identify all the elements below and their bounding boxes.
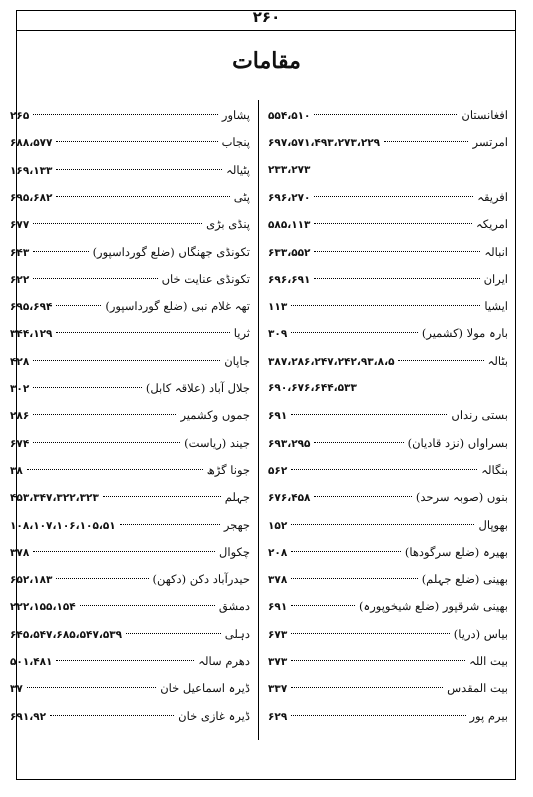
index-entry <box>10 705 250 727</box>
index-entry <box>10 186 250 208</box>
column-divider <box>258 100 259 740</box>
place-name: بیت اللہ <box>469 654 508 668</box>
index-entry <box>268 459 508 481</box>
dot-leader <box>33 387 142 388</box>
place-name: بیاس (دریا) <box>453 626 508 641</box>
page-references: ۶۹۱ <box>268 601 288 614</box>
index-entry <box>268 241 508 263</box>
page-references: ۳۷۸ <box>268 574 288 587</box>
dot-leader <box>314 114 457 115</box>
dot-leader <box>291 633 450 634</box>
place-name: پنجاب <box>221 135 250 150</box>
page-references: ۲۲۲،۱۵۵،۱۵۴ <box>10 601 76 614</box>
dot-leader <box>56 169 222 170</box>
index-entry <box>10 131 250 153</box>
page-references: ۶۷۷ <box>10 219 30 232</box>
place-name: بھیرہ (ضلع سرگودھا) <box>404 544 508 559</box>
index-entry <box>268 404 508 426</box>
dot-leader <box>33 223 202 224</box>
dot-leader <box>80 605 215 606</box>
index-entry <box>10 541 250 563</box>
dot-leader <box>33 360 220 361</box>
index-entry <box>268 295 508 317</box>
place-name: حیدرآباد دکن (دکھن) <box>152 572 250 587</box>
index-entry <box>10 459 250 481</box>
page-references: ۶۴۵،۵۴۷،۶۸۵،۵۴۷،۵۳۹ <box>10 628 123 641</box>
index-entry <box>268 377 508 399</box>
index-column-left <box>10 104 250 734</box>
page-references: ۶۹۵،۶۸۲ <box>10 191 53 204</box>
dot-leader <box>33 278 157 279</box>
page-references: ۲۳۳،۲۷۳ <box>268 163 311 176</box>
place-name: افریقہ <box>477 189 508 204</box>
page-references: ۶۹۳،۲۹۵ <box>268 437 311 450</box>
page-references: ۶۹۶،۲۷۰ <box>268 191 311 204</box>
index-entry <box>268 432 508 454</box>
dot-leader <box>291 414 447 415</box>
dot-leader <box>291 715 465 716</box>
index-entry <box>268 322 508 344</box>
index-entry <box>10 514 250 536</box>
index-entry <box>10 404 250 426</box>
index-entry <box>10 159 250 181</box>
page-references: ۶۸۸،۵۷۷ <box>10 137 53 150</box>
place-name: پٹی <box>233 189 250 204</box>
dot-leader <box>291 687 443 688</box>
dot-leader <box>291 305 480 306</box>
place-name: جاپان <box>224 353 250 368</box>
place-name: بیرم پور <box>469 708 508 723</box>
index-entry <box>268 486 508 508</box>
page-number: ۲۶۰ <box>252 8 281 26</box>
page-references: ۲۸۶ <box>10 410 30 423</box>
index-entry <box>10 623 250 645</box>
dot-leader <box>291 524 474 525</box>
index-entry <box>10 568 250 590</box>
index-entry <box>268 213 508 235</box>
page-references: ۳۷۸ <box>10 546 30 559</box>
page-references: ۲۰۸ <box>268 546 288 559</box>
page-references: ۳۰۲ <box>10 383 30 395</box>
dot-leader <box>103 496 221 497</box>
place-name: بیت المقدس <box>447 681 508 696</box>
dot-leader <box>314 223 472 224</box>
dot-leader <box>291 332 418 333</box>
index-column-right <box>268 104 508 734</box>
index-entry <box>268 159 508 181</box>
dot-leader <box>27 469 203 470</box>
index-entry <box>10 268 250 290</box>
place-name: جموں وکشمیر <box>180 408 250 423</box>
page-references: ۶۹۷،۵۷۱،۴۹۳،۲۷۳،۲۲۹ <box>268 137 381 150</box>
index-entry <box>10 104 250 126</box>
dot-leader <box>56 196 229 197</box>
index-entry <box>10 677 250 699</box>
place-name: جہلم <box>224 490 250 505</box>
dot-leader <box>314 442 403 443</box>
place-name: بھینی (ضلع جہلم) <box>421 572 508 587</box>
section-heading: مقامات <box>232 48 301 74</box>
page-references: ۳۸ <box>10 464 23 477</box>
place-name: ڈیرہ اسماعیل خان <box>160 681 250 696</box>
page-references: ۶۳۳،۵۵۲ <box>268 246 311 259</box>
index-entry <box>268 595 508 617</box>
dot-leader <box>33 442 180 443</box>
dot-leader <box>120 524 220 525</box>
place-name: بسراواں (نزد قادیان) <box>407 435 508 450</box>
place-name: امریکہ <box>476 217 508 232</box>
page-references: ۵۸۵،۱۱۳ <box>268 219 311 232</box>
dot-leader <box>33 251 88 252</box>
place-name: چکوال <box>219 544 250 559</box>
page-references: ۱۱۳ <box>268 301 288 314</box>
page-references: ۶۴۳ <box>10 246 30 259</box>
page-references: ۳۷۳ <box>268 656 288 668</box>
page-references: ۳۰۹ <box>268 328 288 341</box>
dot-leader <box>56 305 101 306</box>
page-references: ۳۳۷ <box>268 683 288 696</box>
place-name: جلال آباد (علاقہ کابل) <box>145 381 250 395</box>
place-name: ایران <box>483 271 508 286</box>
place-name: بستی رنداں <box>451 408 508 423</box>
index-entry <box>10 377 250 399</box>
page-references: ۶۹۵،۶۹۴ <box>10 301 53 314</box>
page-references: ۶۹۰،۶۷۶،۶۴۴،۵۳۳ <box>268 382 357 394</box>
dot-leader <box>56 141 217 142</box>
page-references: ۱۶۹،۱۳۳ <box>10 164 53 177</box>
dot-leader <box>314 196 473 197</box>
index-entry <box>268 186 508 208</box>
page-references: ۶۵۲،۱۸۳ <box>10 574 53 587</box>
place-name: افغانستان <box>461 108 508 122</box>
place-name: بھوپال <box>478 517 508 532</box>
place-name: بٹالہ <box>487 353 508 368</box>
index-entry <box>268 350 508 372</box>
index-entry <box>268 568 508 590</box>
place-name: جھجر <box>223 517 250 532</box>
place-name: دھرم سالہ <box>198 654 250 668</box>
dot-leader <box>384 141 468 142</box>
dot-leader <box>50 715 174 716</box>
dot-leader <box>27 687 156 688</box>
page-references: ۳۷ <box>10 683 23 696</box>
dot-leader <box>291 660 465 661</box>
index-entry <box>268 514 508 536</box>
place-name: تھہ غلام نبی (ضلع گورداسپور) <box>105 299 250 314</box>
place-name: جونا گڑھ <box>206 462 250 477</box>
place-name: بارہ مولا (کشمیر) <box>421 326 508 341</box>
dot-leader <box>33 114 218 115</box>
page-references: ۶۹۱ <box>268 410 288 423</box>
dot-leader <box>56 332 229 333</box>
dot-leader <box>291 578 417 579</box>
page-references: ۴۲۸ <box>10 355 30 368</box>
page-references: ۵۰۱،۴۸۱ <box>10 656 53 668</box>
index-entry <box>10 432 250 454</box>
page-references: ۱۵۲ <box>268 519 288 532</box>
page-references: ۶۷۶،۴۵۸ <box>268 492 311 505</box>
dot-leader <box>291 605 355 606</box>
place-name: تکونڈی عنایت خاں <box>161 271 250 286</box>
dot-leader <box>398 360 483 361</box>
dot-leader <box>314 251 480 252</box>
place-name: دمشق <box>218 599 250 614</box>
page-references: ۶۹۱،۹۲ <box>10 710 47 723</box>
index-entry <box>268 650 508 672</box>
page-references: ۵۶۲ <box>268 464 288 477</box>
place-name: ایشیا <box>484 299 508 314</box>
header-rule <box>16 30 516 31</box>
dot-leader <box>314 278 479 279</box>
index-entry <box>10 350 250 372</box>
index-entry <box>268 623 508 645</box>
place-name: بھینی شرقپور (ضلع شیخوپورہ) <box>358 599 508 614</box>
page-references: ۲۶۵ <box>10 110 30 122</box>
place-name: بنوں (صوبہ سرحد) <box>415 490 508 505</box>
index-entry <box>10 595 250 617</box>
page-references: ۶۷۴ <box>10 437 30 450</box>
page-references: ۶۷۳ <box>268 628 288 641</box>
index-entry <box>10 295 250 317</box>
place-name: امرتسر <box>472 135 508 150</box>
index-entry <box>10 322 250 344</box>
index-entry <box>10 486 250 508</box>
page-references: ۴۵۳،۳۴۷،۳۲۲،۳۲۳ <box>10 492 99 505</box>
dot-leader <box>33 414 176 415</box>
place-name: تکونڈی جھنگاں (ضلع گورداسپور) <box>92 244 250 259</box>
page-references: ۶۲۹ <box>268 710 288 723</box>
place-name: ثریا <box>233 326 250 341</box>
index-entry <box>268 131 508 153</box>
dot-leader <box>56 578 148 579</box>
index-entry <box>268 104 508 126</box>
index-entry <box>268 677 508 699</box>
place-name: بنگالہ <box>481 462 508 477</box>
place-name: دہلی <box>224 626 250 641</box>
dot-leader <box>56 660 194 661</box>
dot-leader <box>33 551 215 552</box>
place-name: جیند (ریاست) <box>184 435 250 450</box>
place-name: پنڈی بڑی <box>206 217 250 232</box>
page-references: ۳۸۷،۲۸۶،۲۴۷،۲۴۲،۹۳،۸،۵ <box>268 355 395 368</box>
place-name: انبالہ <box>484 244 508 259</box>
index-entry <box>268 541 508 563</box>
index-entry <box>10 241 250 263</box>
dot-leader <box>314 496 411 497</box>
page-references: ۵۵۴،۵۱۰ <box>268 110 311 122</box>
index-entry <box>10 213 250 235</box>
page-references: ۶۲۲ <box>10 273 30 286</box>
page-references: ۱۰۸،۱۰۷،۱۰۶،۱۰۵،۵۱ <box>10 519 116 532</box>
page-references: ۶۹۶،۶۹۱ <box>268 273 311 286</box>
page-references: ۳۴۴،۱۲۹ <box>10 328 53 341</box>
dot-leader <box>126 633 221 634</box>
place-name: ڈیرہ غازی خان <box>178 708 250 723</box>
index-entry <box>268 705 508 727</box>
dot-leader <box>291 469 477 470</box>
index-entry <box>268 268 508 290</box>
index-entry <box>10 650 250 672</box>
dot-leader <box>291 551 401 552</box>
place-name: پٹیالہ <box>226 162 250 177</box>
place-name: پشاور <box>221 108 250 122</box>
